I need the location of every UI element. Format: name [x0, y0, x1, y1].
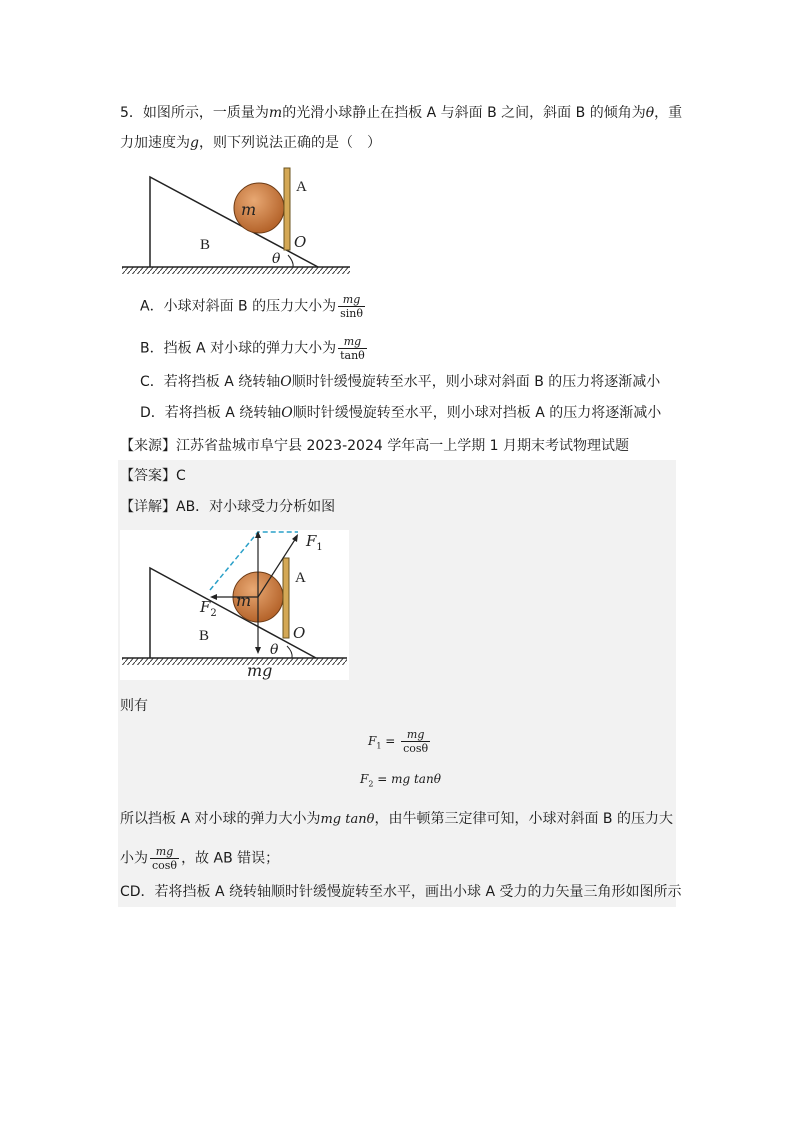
- para-text: ，由牛顿第三定律可知，小球对斜面 B 的压力大: [374, 811, 673, 827]
- figure-force-analysis: [120, 530, 349, 680]
- para-expr: mg tanθ: [320, 812, 375, 827]
- F1-letter: F: [306, 532, 317, 550]
- fraction: [338, 293, 365, 320]
- var-m: m: [268, 105, 283, 121]
- solution-block: [118, 460, 676, 907]
- question-text: ，则下列说法正确的是（ ）: [198, 135, 381, 151]
- ground-hatch: [122, 267, 350, 274]
- fraction-numerator: mg: [150, 845, 179, 859]
- para-text: 所以挡板 A 对小球的弹力大小为: [120, 811, 321, 827]
- option-C-text: 顺时针缓慢旋转至水平，则小球对斜面 B 的压力将逐渐减小: [291, 374, 661, 390]
- question-text: 的光滑小球静止在挡板 A 与斜面 B 之间，斜面 B 的倾角为: [282, 105, 646, 121]
- question-text: ，重: [654, 105, 683, 121]
- fraction-numerator: mg: [401, 728, 430, 742]
- board-A: [283, 558, 289, 638]
- eq-lhs: F: [368, 734, 377, 748]
- eq-sign: =: [373, 772, 392, 786]
- para-text: ，故 AB 错误；: [181, 850, 280, 867]
- then-line: 则有: [120, 698, 148, 714]
- equation-1: [368, 728, 432, 755]
- figure-incline-ball: [120, 163, 352, 275]
- fraction: [338, 335, 367, 362]
- F2-arrow-head: [210, 594, 217, 600]
- fraction: [150, 845, 179, 872]
- option-A-text: A．小球对斜面 B 的压力大小为: [140, 298, 337, 315]
- source-line: 【来源】江苏省盐城市阜宁县 2023-2024 学年高一上学期 1 月期末考试物理试题: [120, 438, 630, 454]
- fraction-numerator: mg: [338, 335, 367, 349]
- angle-arc: [287, 646, 292, 658]
- F2-subscript: 2: [210, 608, 217, 619]
- fraction-denominator: cosθ: [152, 859, 178, 872]
- option-C-text: C．若将挡板 A 绕转轴: [140, 374, 281, 390]
- option-B-text: B．挡板 A 对小球的弹力大小为: [140, 340, 337, 357]
- eq-subscript: 1: [376, 741, 382, 751]
- option-D-text: D．若将挡板 A 绕转轴: [140, 405, 282, 421]
- label-theta: θ: [272, 251, 281, 267]
- label-B: B: [200, 237, 211, 253]
- para-text: 小为: [120, 850, 148, 867]
- question-line-2: [120, 133, 381, 153]
- F1-arrow-head: [292, 534, 298, 542]
- option-D-text: 顺时针缓慢旋转至水平，则小球对挡板 A 的压力将逐渐减小: [292, 405, 662, 421]
- option-D: [140, 403, 661, 423]
- eq-sign: =: [381, 734, 400, 748]
- label-F2: [199, 598, 217, 619]
- ground-hatch: [122, 658, 347, 665]
- label-theta: θ: [270, 642, 279, 658]
- fraction-numerator: mg: [338, 293, 365, 307]
- angle-arc: [288, 255, 293, 267]
- var-O: O: [280, 374, 292, 390]
- eq-rhs: mg tanθ: [391, 772, 441, 786]
- incline-B: [150, 568, 316, 658]
- fraction-denominator: sinθ: [340, 307, 363, 320]
- paragraph-1: [120, 809, 673, 830]
- board-A: [284, 168, 290, 250]
- equation-2: [360, 772, 441, 788]
- fraction: [401, 728, 430, 755]
- label-A: A: [296, 179, 307, 195]
- paragraph-2: [120, 845, 279, 872]
- incline-B: [150, 177, 318, 267]
- eq-subscript: 2: [368, 779, 374, 789]
- question-text: 5．如图所示，一质量为: [120, 105, 269, 121]
- label-A: A: [295, 570, 306, 586]
- var-O: O: [281, 405, 293, 421]
- label-m: m: [241, 200, 257, 219]
- label-O: O: [293, 624, 306, 642]
- paragraph-3: CD．若将挡板 A 绕转轴顺时针缓慢旋转至水平，画出小球 A 受力的力矢量三角形如图所示: [120, 884, 682, 900]
- label-m: m: [236, 591, 252, 610]
- option-C: [140, 372, 660, 392]
- fraction-denominator: tanθ: [340, 349, 365, 362]
- question-line-1: [120, 103, 682, 123]
- label-F1: [305, 532, 323, 553]
- fraction-denominator: cosθ: [403, 742, 429, 755]
- detail-line: 【详解】AB．对小球受力分析如图: [120, 499, 336, 515]
- mg-arrow-head: [255, 647, 261, 654]
- label-mg: mg: [247, 661, 273, 680]
- question-text: 力加速度为: [120, 135, 190, 151]
- option-B: [140, 335, 369, 362]
- option-A: [140, 293, 367, 320]
- eq-lhs: F: [360, 772, 369, 786]
- var-theta: θ: [645, 105, 655, 121]
- answer-line: 【答案】C: [120, 468, 186, 484]
- var-g: g: [190, 135, 199, 151]
- label-O: O: [294, 233, 307, 251]
- label-B: B: [199, 628, 210, 644]
- F1-subscript: 1: [316, 542, 323, 553]
- F2-letter: F: [200, 598, 211, 616]
